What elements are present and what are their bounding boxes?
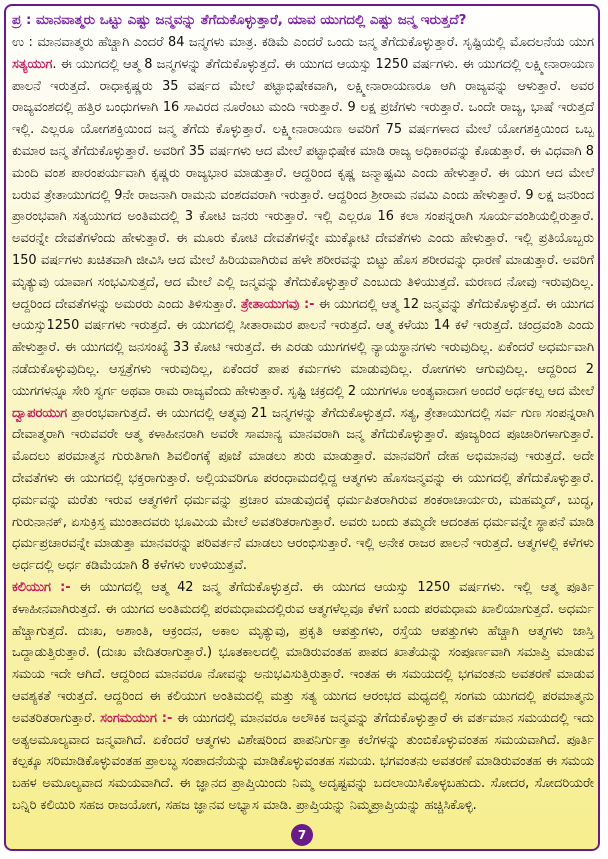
question-prefix: ಪ್ರ :	[12, 12, 37, 28]
answer-text-1d: ಪ್ರಾರಂಭವಾಗುತ್ತದೆ. ಈ ಯುಗದಲ್ಲಿ ಆತ್ಮವು 21 ಜನ್ಮಗಳನ್ನು ತೆಗೆದುಕೊಳ್ಳುತ್ತದೆ. ಸತ್ಯ, ತ್ರೇತಾಯುಗದಲ್ಲಿ ಸರ್ವ ಗುಣ ಸಂಪನ್ನರಾಗಿ ದೇವಾತ್ಮರಾಗಿ ಇರುವವರೇ ಆತ್ಮ ಕಳಾಹೀನರಾಗಿ ಅವರೇ ಸಾಮಾನ್ಯ ಮಾನವರಾಗಿ ಜನ್ಮ ತೆಗೆದುಕೊಳ್ಳುತ್ತಾರೆ. ಪೂಜ್ಯರಿಂದ ಪೂಜಾರಿಗಳಾಗುತ್ತಾರೆ. ಮೊದಲು ಪರಮಾತ್ಮನ ಗುರುತಿಗಾಗಿ ಶಿವಲಿಂಗಕ್ಕೆ ಪೂಜೆ ಮಾಡಲು ಶುರು ಮಾಡುತ್ತಾರೆ. ಮಾನವರಿಗೆ ದೇಹ ಅಭಿಮಾನವು ಇರುತ್ತದೆ. ಅದೇ ದೇವತೆಗಳು ಈ ಯುಗದಲ್ಲಿ ಭಕ್ತರಾಗುತ್ತಾರೆ. ಅಲ್ಲಿಯವರಿಗೂ ಪರಂಧಾಮದಲ್ಲಿದ್ದ ಆತ್ಮಗಳು ಹೊಸಜನ್ಮವನ್ನು ಈ ಯುಗದಲ್ಲಿ ತೆಗೆದುಕೊಳ್ಳುತ್ತಾರೆ. ಧರ್ಮವನ್ನು ಮರೆತು ಇರುವ ಆತ್ಮಗಳಿಗೆ ಧರ್ಮವನ್ನು ಪ್ರಚಾರ ಮಾಡುವುದಕ್ಕೆ ಧರ್ಮಪಿತರಾಗಿರುವ ಶಂಕರಾಚಾರ್ಯರು, ಮಹಮ್ಮದ್, ಬುದ್ಧ, ಗುರುನಾನಕ್, ಏಸುಕ್ರಿಸ್ತ ಮುಂತಾದವರು ಭೂಮಿಯ ಮೇಲೆ ಅವತರಿತರಾಗುತ್ತಾರೆ. ಅವರು ಬಂದು ತಮ್ಮದೇ ಆದಂತಹ ಧರ್ಮವನ್ನೇ ಸ್ಥಾಪನೆ ಮಾಡಿ ಧರ್ಮಪ್ರಚಾರವನ್ನೇ ಮಾಡುತ್ತಾ ಮಾನವರನ್ನು ಪರಿವರ್ತನೆ ಮಾಡಲು ಆರಂಭಿಸುತ್ತಾರೆ. ಇಲ್ಲಿ ಅನೇಕ ರಾಜರ ಪಾಲನೆ ಇರುತ್ತದೆ. ಆತ್ಮಗಳಲ್ಲಿ ಕಳೆಗಳು ಅರ್ಧದಲ್ಲಿ ಅರ್ಧ ಕಡಿಮೆಯಾಗಿ 8 ಕಳೆಗಳು ಉಳಿಯುತ್ತವೆ.	[12, 405, 594, 574]
tretayuga-label: ತ್ರೇತಾಯುಗವು :-	[240, 296, 315, 312]
question	[12, 10, 592, 30]
question-text: ಮಾನವಾತ್ಮರು ಒಟ್ಟು ಎಷ್ಟು ಜನ್ಮವನ್ನು ತೆಗೆದುಕೊಳ್ಳುತ್ತಾರೆ, ಯಾವ ಯುಗದಲ್ಲಿ ಎಷ್ಟು ಜನ್ಮ ಇರುತ್ತದೆ?	[36, 12, 467, 28]
answer-text-1c: ಈ ಯುಗದಲ್ಲಿ ಆತ್ಮ 12 ಜನ್ಮವನ್ನು ತೆಗೆದುಕೊಳ್ಳುತ್ತದೆ. ಈ ಯುಗದ ಆಯಸ್ಸು1250 ವರ್ಷಗಳು ಇರುತ್ತದೆ. ಈ ಯುಗದಲ್ಲಿ ಸೀತಾರಾಮರ ಪಾಲನೆ ಇರುತ್ತದೆ. ಆತ್ಮ ಕಳೆಯು 14 ಕಳೆ ಇರುತ್ತದೆ. ಚಂದ್ರವಂಶಿ ಎಂದು ಹೇಳುತ್ತಾರೆ. ಈ ಯುಗದಲ್ಲಿ ಜನಸಂಖ್ಯೆ 33 ಕೋಟಿ ಇರುತ್ತದೆ. ಈ ಎರಡು ಯುಗಗಳಲ್ಲಿ ನ್ಯಾಯಸ್ಥಾನಗಳು ಇರುವುದಿಲ್ಲ. ಏಕೆಂದರೆ ಅಧರ್ಮವಾಗಿ ನಡೆದುಕೊಳ್ಳುವುದಿಲ್ಲ. ಆಸ್ಪತ್ರೆಗಳು ಇರುವುದಿಲ್ಲ, ಏಕೆಂದರೆ ಪಾಪ ಕರ್ಮಗಳು ಮಾಡುವುದಿಲ್ಲ. ರೋಗಗಳು ಆಗುವುದಿಲ್ಲ. ಆದ್ದರಿಂದ 2 ಯುಗಗಳನ್ನೂ ಸೇರಿ ಸ್ವರ್ಗ ಅಥವಾ ರಾಮ ರಾಜ್ಯವೆಂದು ಹೇಳುತ್ತಾರೆ. ಸೃಷ್ಟಿ ಚಕ್ರದಲ್ಲಿ 2 ಯುಗಗಳೂ ಅಂತ್ಯವಾದಾಗ ಅಂದರೆ ಅರ್ಧಕಲ್ಪ ಆದ ಮೇಲೆ	[12, 296, 594, 399]
sangamayuga-label: ಸಂಗಮಯುಗ :-	[100, 710, 173, 726]
page	[4, 4, 600, 851]
page-number: 7	[291, 824, 313, 846]
answer-paragraph-1	[12, 32, 594, 577]
answer-text-1b: . ಈ ಯುಗದಲ್ಲಿ ಆತ್ಮ 8 ಜನ್ಮಗಳನ್ನು ತೆಗೆದುಕೊಳ್ಳುತ್ತದೆ. ಈ ಯುಗದ ಆಯಸ್ಸು 1250 ವರ್ಷಗಳು. ಈ ಯುಗದಲ್ಲಿ ಲಕ್ಷ್ಮೀನಾರಾಯಣ ಪಾಲನೆ ಇರುತ್ತದೆ. ರಾಧಾಕೃಷ್ಣರು 35 ವರ್ಷದ ಮೇಲೆ ಪಟ್ಟಾಭಿಷೇಕವಾಗಿ, ಲಕ್ಷ್ಮೀನಾರಾಯಣರೂ ಆಗಿ ರಾಜ್ಯವನ್ನು ಆಳುತ್ತಾರೆ. ಅವರ ರಾಜ್ಯವಂಶದಲ್ಲಿ ಹತ್ತಿರ ಬಂಧುಗಳಾಗಿ 16 ಸಾವಿರದ ನೂರೆಂಟು ಮಂದಿ ಇರುತ್ತಾರೆ. 9 ಲಕ್ಷ ಪ್ರಜೆಗಳು ಇರುತ್ತಾರೆ. ಒಂದೇ ರಾಜ್ಯ, ಭಾಷೆ ಇರುತ್ತದೆ ಇಲ್ಲಿ. ಎಲ್ಲರೂ ಯೋಗಶಕ್ತಿಯಿಂದ ಜನ್ಮ ತೆಗೆದು ಕೊಳ್ಳುತ್ತಾರೆ. ಲಕ್ಷ್ಮೀನಾರಾಯಣ ಅವರಿಗೆ 75 ವರ್ಷಗಳಾದ ಮೇಲೆ ಯೋಗಶಕ್ತಿಯಿಂದ ಒಬ್ಬ ಕುಮಾರ ಜನ್ಮ ತೆಗೆದುಕೊಳ್ಳುತ್ತಾರೆ. ಅವರಿಗೆ 35 ವರ್ಷಗಳು ಆದ ಮೇಲೆ ಪಟ್ಟಾಭಿಷೇಕ ಮಾಡಿ ರಾಜ್ಯ ಅಧಿಕಾರವನ್ನು ಕೊಡುತ್ತಾರೆ. ಈ ವಿಧವಾಗಿ 8 ಮಂದಿ ವಂಶ ಪಾರಂಪರ್ಯವಾಗಿ ಕೃಷ್ಣರು ರಾಜ್ಯಭಾರ ಮಾಡುತ್ತಾರೆ. ಆದ್ದರಿಂದ ಕೃಷ್ಣ ಜನ್ಮಾಷ್ಟಮಿ ಎಂದು ಹೇಳುತ್ತಾರೆ. ಈ ಯುಗ ಆದ ಮೇಲೆ ಬರುವ ತ್ರೇತಾಯುಗದಲ್ಲಿ 9ನೇ ರಾಜನಾಗಿ ರಾಮನು ವಂಶದವರಾಗಿ ಇರುತ್ತಾರೆ. ಆದ್ದರಿಂದ ಶ್ರೀರಾಮ ನವಮಿ ಎಂದು ಹೇಳುತ್ತಾರೆ. 9 ಲಕ್ಷ ಜನರಿಂದ ಪ್ರಾರಂಭವಾಗಿ ಸತ್ಯಯುಗದ ಅಂತಿಮದಲ್ಲಿ 3 ಕೋಟಿ ಜನರು ಇರುತ್ತಾರೆ. ಇಲ್ಲಿ ಎಲ್ಲರೂ 16 ಕಲಾ ಸಂಪನ್ನರಾಗಿ ಸೂರ್ಯವಂಶಿಯಲ್ಲಿರುತ್ತಾರೆ. ಅವರನ್ನೇ ದೇವತೆಗಳೆಂದು ಹೇಳುತ್ತಾರೆ. ಈ ಮೂರು ಕೋಟಿ ದೇವತೆಗಳನ್ನೇ ಮುಕ್ಕೋಟಿ ದೇವತೆಗಳು ಎಂದು ಹೇಳುತ್ತಾರೆ. ಇಲ್ಲಿ ಪ್ರತಿಯೊಬ್ಬರು 150 ವರ್ಷಗಳು ಖಚಿತವಾಗಿ ಜೀವಿಸಿ ಆದ ಮೇಲೆ ಹಿರಿಯವಾಗಿರುವ ಹಳೇ ಶರೀರವನ್ನು ಬಿಟ್ಟು ಹೊಸ ಶರೀರವನ್ನು ಧಾರಣೆ ಮಾಡುತ್ತಾರೆ. ಅವರಿಗೆ ಮೃತ್ಯುವು ಯಾವಾಗ ಸಂಭವಿಸುತ್ತದೆ, ಆದ ಮೇಲೆ ಎಲ್ಲಿ ಜನ್ಮವನ್ನು ತೆಗೆದುಕೊಳ್ಳುತ್ತಾರೆ ಎಂಬುದು ತಿಳಿಯುತ್ತದೆ. ಮರಣದ ನೋವು ಇರುವುದಿಲ್ಲ. ಆದ್ದರಿಂದ ದೇವತೆಗಳನ್ನು ಅಮರರು ಎಂದು ತಿಳಿಸುತ್ತಾರೆ.	[12, 56, 594, 312]
satyayuga-label: ಸತ್ಯಯುಗ	[12, 56, 53, 72]
answer-text-2b: ಈ ಯುಗದಲ್ಲಿ ಮಾನವರೂ ಅಲೌಕಿಕ ಜನ್ಮವನ್ನು ತೆಗೆದುಕೊಳ್ಳುತ್ತಾರೆ ಈ ವರ್ತಮಾನ ಸಮಯದಲ್ಲಿ ಇದು ಅತ್ಯಅಮೂಲ್ಯವಾದ ಜನ್ಮವಾಗಿದೆ. ಏಕೆಂದರೆ ಆತ್ಮಗಳು ವಿಶೇಷರಿಂದ ಪಾಪನಿರ್ಗುತ್ತಾ ಕಲೆಗಳನ್ನು ತುಂಬಿಕೊಳ್ಳುವಂತಹ ಸಮಯವಾಗಿದೆ. ಪೂರ್ತಿ ಕಲ್ಪಕ್ಕೂ ಸರಿಮಾಡಿಕೊಳ್ಳುವಂತಹ ಪ್ರಾಲಬ್ಧ ಸಂಪಾದನೆಯನ್ನು ಮಾಡಿಕೊಳ್ಳುವಂತಹ ಸಮಯ. ಭಗವಂತನು ಅವತರಣೆ ಮಾಡಿರುವಂತಹ ಈ ಸಮಯ ಬಹಳ ಅಮೂಲ್ಯವಾದ ಸಮಯವಾಗಿದೆ. ಈ ಜ್ಞಾನದ ಪ್ರಾಪ್ತಿಯಿಂದು ನಿಮ್ಮ ಅದೃಷ್ಟವನ್ನು ಬದಲಾಯಿಸಿಕೊಳ್ಳಬಹುದು. ಸೋದರ, ಸೋದರಿಯರೇ ಬನ್ನಿರಿ ಕಲಿಯಿರಿ ಸಹಜ ರಾಜಯೋಗ, ಸಹಜ ಜ್ಞಾನವ ಅಭ್ಯಾಸ ಮಾಡಿ. ಪ್ರಾಪ್ತಿಯನ್ನು ನಿಮ್ಮಪ್ರಾಪ್ತಿಯನ್ನು ಹಚ್ಚಿಸಿಕೊಳ್ಳಿ.	[12, 710, 594, 813]
answer-text-2a: ಈ ಯುಗದಲ್ಲಿ ಆತ್ಮ 42 ಜನ್ಮ ತೆಗೆದುಕೊಳ್ಳುತ್ತದೆ. ಈ ಯುಗದ ಆಯಸ್ಸು 1250 ವರ್ಷಗಳು. ಇಲ್ಲಿ ಆತ್ಮ ಪೂರ್ತಿ ಕಳಾಹೀನವಾಗಿರುತ್ತದೆ. ಈ ಯುಗದ ಅಂತಿಮದಲ್ಲಿ ಪರಮಧಾಮದಲ್ಲಿರುವ ಆತ್ಮಗಳೆಲ್ಲವೂ ಕೆಳಗೆ ಬಂದು ಪರಮಧಾಮ ಖಾಲಿಯಾಗುತ್ತದೆ. ಅಧರ್ಮ ಹೆಚ್ಚಾಗುತ್ತದೆ. ದುಃಖ, ಅಶಾಂತಿ, ಆಕ್ರಂದನ, ಅಕಾಲ ಮೃತ್ಯುವು, ಪ್ರಕೃತಿ ಆಪತ್ತುಗಳು, ರಸ್ತೆಯ ಆಪತ್ತುಗಳು ಹೆಚ್ಚಾಗಿ ಆತ್ಮಗಳು ಜಾಸ್ತಿ ಒದ್ದಾಡುತ್ತಿರುತ್ತಾರೆ. (ದುಃಖ ವೇದಿತರಾಗುತ್ತಾರೆ.) ಭೂತಕಾಲದಲ್ಲಿ ಮಾಡಿರುವಂತಹ ಪಾಪದ ಖಾತೆಯನ್ನು ಸಂಪೂರ್ಣವಾಗಿ ಸಮಾಪ್ತಿ ಮಾಡುವ ಸಮಯ ಇದೇ ಆಗಿದೆ. ಆದ್ದರಿಂದ ಮಾನವರೂ ನೋವನ್ನು ಅನುಭವಿಸುತ್ತಿರುತ್ತಾರೆ. ಇಂತಹ ಈ ಸಮಯದಲ್ಲಿ ಭಗವಂತನು ಅವತರಣೆ ಮಾಡುವ ಆವಶ್ಯಕತೆ ಇರುತ್ತದೆ. ಆದ್ದರಿಂದ ಈ ಕಲಿಯುಗ ಅಂತಿಮದಲ್ಲಿ ಮತ್ತು ಸತ್ಯ ಯುಗದ ಆರಂಭದ ಮಧ್ಯದಲ್ಲಿ ಸಂಗಮ ಯುಗದಲ್ಲಿ ಪರಮಾತ್ಮನು ಅವತರಿತರಾಗುತ್ತಾರೆ.	[12, 579, 594, 726]
dwaparayuga-label: ದ್ವಾಪರಯುಗ	[12, 405, 68, 421]
answer-text-1a: ಉ : ಮಾನವಾತ್ಮರು ಹೆಚ್ಚಾಗಿ ಎಂದರೆ 84 ಜನ್ಮಗಳು ಮಾತ್ರ. ಕಡಿಮೆ ಎಂದರೆ ಒಂದು ಜನ್ಮ ತೆಗೆದುಕೊಳ್ಳುತ್ತಾರೆ. ಸೃಷ್ಟಿಯಲ್ಲಿ ಮೊದಲನೆಯ ಯುಗ	[12, 35, 594, 50]
answer-body	[12, 32, 594, 817]
kaliyuga-label: ಕಲಿಯುಗ :-	[12, 579, 71, 595]
answer-paragraph-2	[12, 577, 594, 817]
